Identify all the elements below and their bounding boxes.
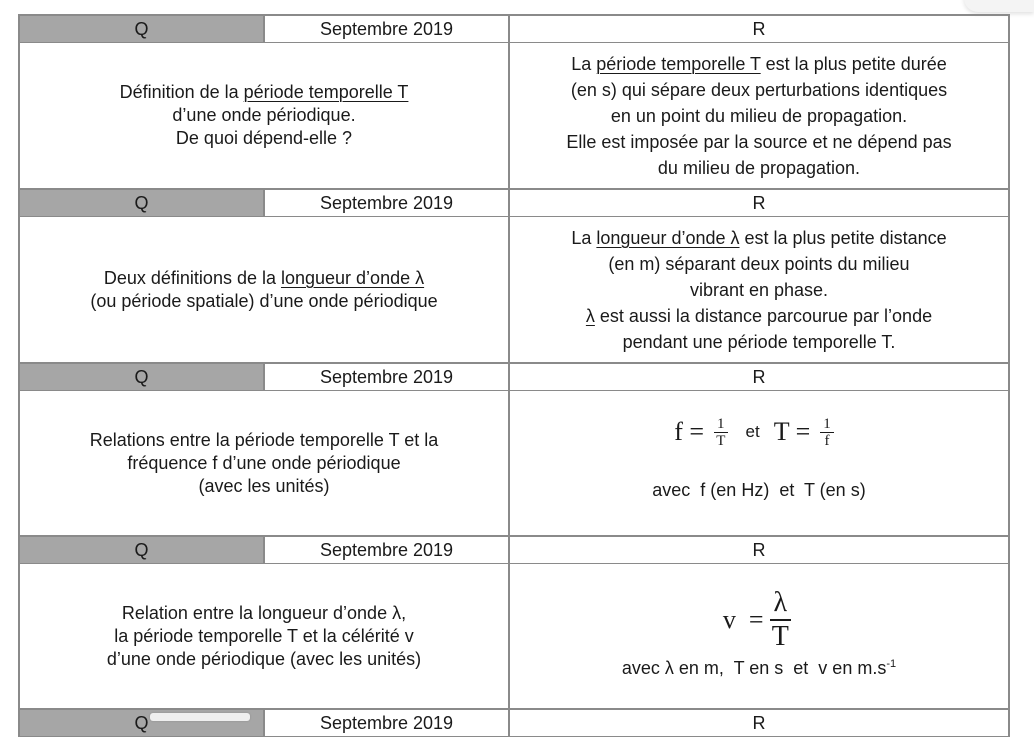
question-text: Relation entre la longueur d’onde λ, <box>121 602 407 623</box>
question-text: Deux définitions de la <box>103 267 281 288</box>
card-body <box>20 391 1008 535</box>
answer-label: R <box>752 19 766 39</box>
answer-cell <box>510 564 1008 708</box>
question-text: d’une onde périodique (avec les unités) <box>106 648 422 669</box>
answer-text: est la plus petite durée <box>760 53 947 74</box>
question-text: (avec les unités) <box>198 475 330 496</box>
formula-celerity <box>723 587 795 653</box>
answer-cell <box>510 43 1008 188</box>
formula-frequency-period <box>674 416 838 449</box>
card-header <box>20 14 1008 43</box>
card-date: Septembre 2019 <box>265 190 510 216</box>
question-cell <box>20 391 510 535</box>
question-label: Q <box>20 364 265 390</box>
card-date: Septembre 2019 <box>265 16 510 42</box>
underlined-term: période temporelle T <box>596 53 761 74</box>
answer-text: Elle est imposée par la source et ne dépend pas <box>566 131 952 152</box>
answer-label: R <box>752 193 766 213</box>
question-label: Q <box>20 710 265 736</box>
card-date: Septembre 2019 <box>265 364 510 390</box>
formula-lhs: v = <box>722 605 764 634</box>
underlined-term: λ <box>585 305 595 326</box>
flashcard-table <box>18 14 1010 737</box>
question-cell <box>20 217 510 362</box>
card-body <box>20 564 1008 708</box>
answer-text: (en m) séparant deux points du milieu <box>608 253 910 274</box>
scroll-indicator[interactable] <box>150 713 250 721</box>
fraction-denominator: f <box>824 432 830 449</box>
question-text: De quoi dépend-elle ? <box>175 128 353 148</box>
units-exponent: -1 <box>886 658 897 670</box>
answer-text: est aussi la distance parcourue par l’onde <box>594 305 933 326</box>
card-header <box>20 535 1008 564</box>
question-text: Relations entre la période temporelle T et la <box>89 429 439 450</box>
fraction-numerator: 1 <box>714 416 728 433</box>
fraction <box>770 587 792 653</box>
fraction-denominator: T <box>771 621 789 652</box>
question-text: (ou période spatiale) d’une onde périodique <box>90 290 438 311</box>
question-label: Q <box>20 537 265 563</box>
question-label: Q <box>20 190 265 216</box>
underlined-term: période temporelle T <box>243 82 409 102</box>
card-header <box>20 362 1008 391</box>
question-cell <box>20 43 510 188</box>
corner-ui-tab <box>964 0 1034 12</box>
answer-cell <box>510 391 1008 535</box>
units-text <box>622 651 896 681</box>
question-text: fréquence f d’une onde périodique <box>127 452 401 473</box>
card-body <box>20 217 1008 362</box>
question-cell <box>20 564 510 708</box>
answer-text: La <box>571 53 597 74</box>
answer-text: en un point du milieu de propagation. <box>610 105 908 126</box>
fraction <box>714 416 728 449</box>
card-date: Septembre 2019 <box>265 537 510 563</box>
card-date: Septembre 2019 <box>265 710 510 736</box>
answer-label: R <box>752 367 766 387</box>
question-text: d’une onde périodique. <box>172 105 356 125</box>
question-text: Définition de la <box>119 82 244 102</box>
answer-text: est la plus petite distance <box>739 227 947 248</box>
underlined-term: longueur d’onde λ <box>280 267 425 288</box>
answer-text: La <box>571 227 597 248</box>
fraction <box>820 416 834 449</box>
answer-text: (en s) qui sépare deux perturbations identiques <box>570 79 948 100</box>
card-header <box>20 188 1008 217</box>
answer-label: R <box>752 540 766 560</box>
formula-lhs: f = <box>674 417 705 446</box>
fraction-numerator: λ <box>770 587 792 621</box>
answer-text: vibrant en phase. <box>689 279 829 300</box>
units-text: avec f (en Hz) et T (en s) <box>652 479 866 500</box>
fraction-denominator: T <box>716 432 726 449</box>
formula-lhs: T = <box>773 417 811 446</box>
fraction-numerator: 1 <box>820 416 834 433</box>
answer-text: du milieu de propagation. <box>657 157 861 178</box>
question-text: la période temporelle T et la célérité v <box>114 625 414 646</box>
underlined-term: longueur d’onde λ <box>596 227 740 248</box>
answer-cell <box>510 217 1008 362</box>
question-label: Q <box>20 16 265 42</box>
answer-text: pendant une période temporelle T. <box>622 331 896 352</box>
answer-label: R <box>752 713 766 733</box>
connector-text: et <box>745 422 760 441</box>
units-main: avec λ en m, T en s et v en m.s <box>621 658 887 678</box>
card-body <box>20 43 1008 188</box>
